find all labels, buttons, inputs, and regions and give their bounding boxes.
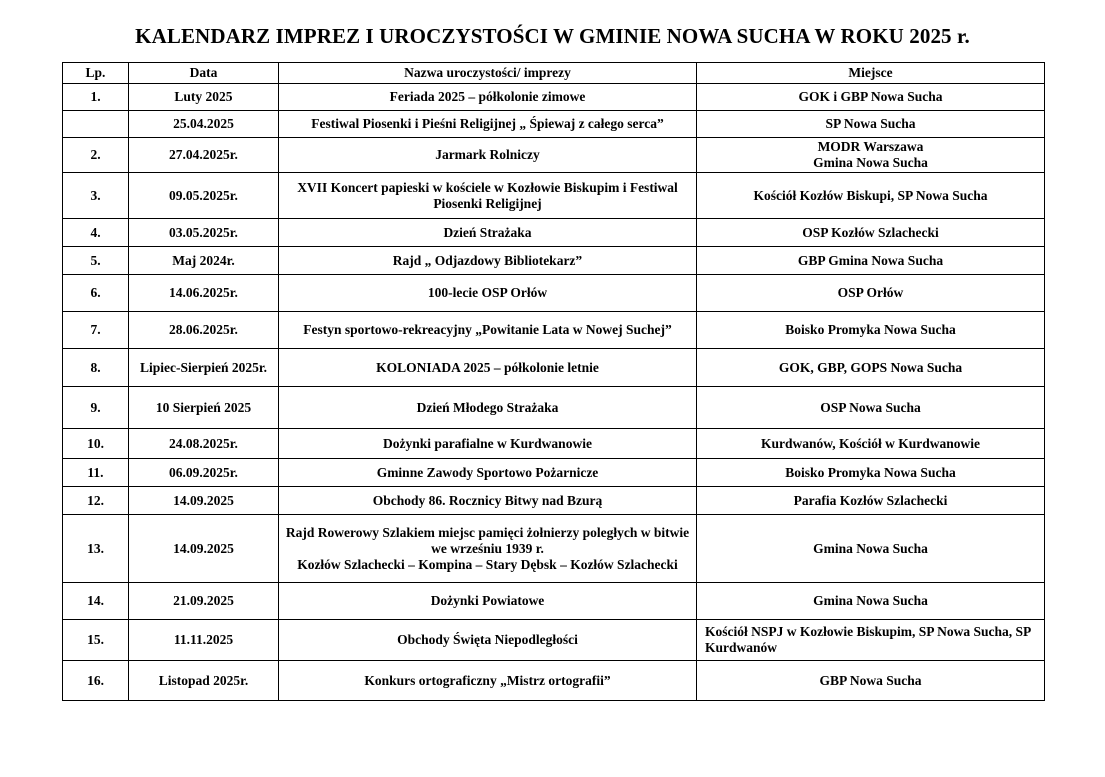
table-row	[63, 459, 1045, 487]
table-header	[63, 63, 1045, 84]
table-row	[63, 429, 1045, 459]
cell-place: Parafia Kozłów Szlachecki	[697, 487, 1045, 515]
cell-name: Festiwal Piosenki i Pieśni Religijnej „ Śpiewaj z całego serca”	[279, 111, 697, 138]
cell-name: Konkurs ortograficzny „Mistrz ortografii”	[279, 661, 697, 701]
header-name: Nazwa uroczystości/ imprezy	[279, 63, 697, 84]
cell-place: OSP Nowa Sucha	[697, 387, 1045, 429]
cell-name: Obchody Święta Niepodległości	[279, 620, 697, 661]
cell-name: Feriada 2025 – półkolonie zimowe	[279, 84, 697, 111]
cell-date: 24.08.2025r.	[129, 429, 279, 459]
cell-name: 100-lecie OSP Orłów	[279, 275, 697, 312]
table-row	[63, 111, 1045, 138]
cell-name: Rajd Rowerowy Szlakiem miejsc pamięci żołnierzy poległych w bitwie we wrześniu 1939 r. Kozłów Szlachecki – Kompina – Stary Dębsk – Kozłów Szlachecki	[279, 515, 697, 583]
cell-place: Gmina Nowa Sucha	[697, 583, 1045, 620]
table-row	[63, 247, 1045, 275]
table-row	[63, 583, 1045, 620]
cell-lp: 11.	[63, 459, 129, 487]
cell-lp: 8.	[63, 349, 129, 387]
cell-lp	[63, 111, 129, 138]
cell-date: 21.09.2025	[129, 583, 279, 620]
header-place: Miejsce	[697, 63, 1045, 84]
events-table	[62, 62, 1045, 701]
header-date: Data	[129, 63, 279, 84]
cell-lp: 1.	[63, 84, 129, 111]
cell-name: Rajd „ Odjazdowy Bibliotekarz”	[279, 247, 697, 275]
cell-lp: 3.	[63, 173, 129, 219]
cell-place: GBP Nowa Sucha	[697, 661, 1045, 701]
cell-lp: 7.	[63, 312, 129, 349]
cell-date: 14.09.2025	[129, 515, 279, 583]
cell-date: Lipiec-Sierpień 2025r.	[129, 349, 279, 387]
table-row	[63, 661, 1045, 701]
cell-name: Dzień Młodego Strażaka	[279, 387, 697, 429]
table-row	[63, 173, 1045, 219]
cell-lp: 10.	[63, 429, 129, 459]
cell-place: Kościół Kozłów Biskupi, SP Nowa Sucha	[697, 173, 1045, 219]
cell-lp: 2.	[63, 138, 129, 173]
cell-place: Gmina Nowa Sucha	[697, 515, 1045, 583]
cell-name: Dzień Strażaka	[279, 219, 697, 247]
cell-date: 06.09.2025r.	[129, 459, 279, 487]
table-row	[63, 138, 1045, 173]
cell-place: Boisko Promyka Nowa Sucha	[697, 312, 1045, 349]
cell-date: Listopad 2025r.	[129, 661, 279, 701]
cell-date: 11.11.2025	[129, 620, 279, 661]
cell-name: Obchody 86. Rocznicy Bitwy nad Bzurą	[279, 487, 697, 515]
table-row	[63, 515, 1045, 583]
cell-date: 14.09.2025	[129, 487, 279, 515]
cell-name: Festyn sportowo-rekreacyjny „Powitanie Lata w Nowej Suchej”	[279, 312, 697, 349]
cell-date: 14.06.2025r.	[129, 275, 279, 312]
cell-lp: 16.	[63, 661, 129, 701]
cell-lp: 15.	[63, 620, 129, 661]
cell-date: Maj 2024r.	[129, 247, 279, 275]
cell-lp: 12.	[63, 487, 129, 515]
header-lp: Lp.	[63, 63, 129, 84]
table-row	[63, 620, 1045, 661]
cell-place: Boisko Promyka Nowa Sucha	[697, 459, 1045, 487]
table-body	[63, 84, 1045, 701]
cell-name: Dożynki Powiatowe	[279, 583, 697, 620]
cell-lp: 9.	[63, 387, 129, 429]
cell-lp: 5.	[63, 247, 129, 275]
table-row	[63, 387, 1045, 429]
cell-name: Dożynki parafialne w Kurdwanowie	[279, 429, 697, 459]
cell-place: OSP Orłów	[697, 275, 1045, 312]
cell-name: XVII Koncert papieski w kościele w Kozłowie Biskupim i Festiwal Piosenki Religijnej	[279, 173, 697, 219]
cell-name: Jarmark Rolniczy	[279, 138, 697, 173]
cell-lp: 6.	[63, 275, 129, 312]
cell-place: Kurdwanów, Kościół w Kurdwanowie	[697, 429, 1045, 459]
document-title: KALENDARZ IMPREZ I UROCZYSTOŚCI W GMINIE NOWA SUCHA W ROKU 2025 r.	[135, 24, 970, 48]
table-row	[63, 84, 1045, 111]
cell-place: GOK i GBP Nowa Sucha	[697, 84, 1045, 111]
cell-date: Luty 2025	[129, 84, 279, 111]
cell-name: Gminne Zawody Sportowo Pożarnicze	[279, 459, 697, 487]
table-row	[63, 487, 1045, 515]
cell-place: OSP Kozłów Szlachecki	[697, 219, 1045, 247]
cell-lp: 13.	[63, 515, 129, 583]
cell-place: MODR Warszawa Gmina Nowa Sucha	[697, 138, 1045, 173]
table-row	[63, 349, 1045, 387]
cell-place: Kościół NSPJ w Kozłowie Biskupim, SP Nowa Sucha, SP Kurdwanów	[697, 620, 1045, 661]
cell-date: 27.04.2025r.	[129, 138, 279, 173]
cell-date: 25.04.2025	[129, 111, 279, 138]
cell-place: SP Nowa Sucha	[697, 111, 1045, 138]
cell-place: GOK, GBP, GOPS Nowa Sucha	[697, 349, 1045, 387]
table-row	[63, 312, 1045, 349]
cell-place: GBP Gmina Nowa Sucha	[697, 247, 1045, 275]
table-row	[63, 275, 1045, 312]
table-row	[63, 219, 1045, 247]
cell-date: 10 Sierpień 2025	[129, 387, 279, 429]
cell-name: KOLONIADA 2025 – półkolonie letnie	[279, 349, 697, 387]
cell-date: 09.05.2025r.	[129, 173, 279, 219]
cell-lp: 4.	[63, 219, 129, 247]
header-row	[63, 63, 1045, 84]
cell-date: 28.06.2025r.	[129, 312, 279, 349]
cell-date: 03.05.2025r.	[129, 219, 279, 247]
cell-lp: 14.	[63, 583, 129, 620]
